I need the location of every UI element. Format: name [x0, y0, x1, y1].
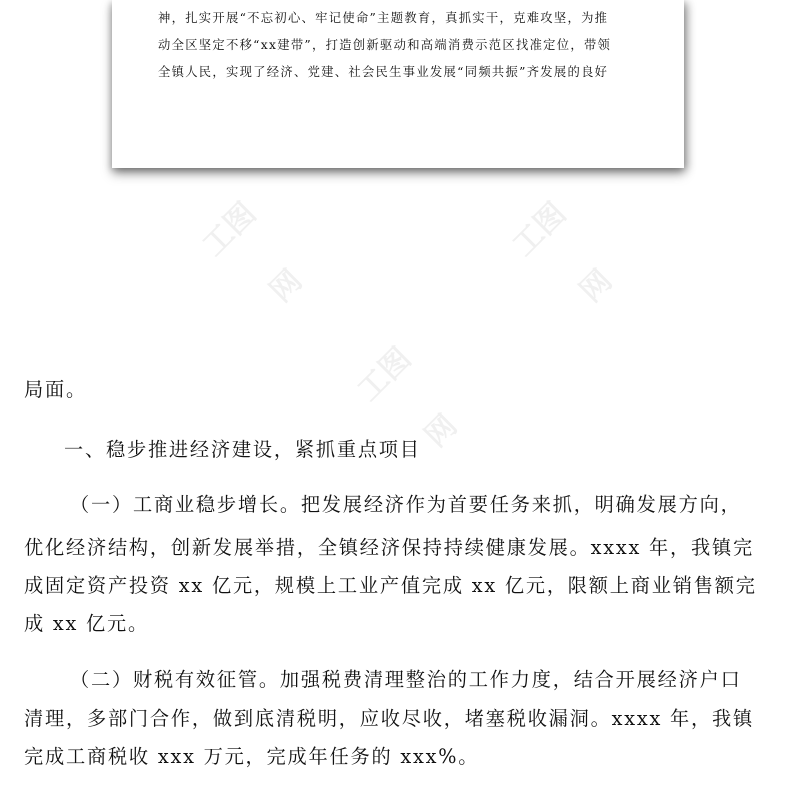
paragraph-line: 成固定资产投资 xx 亿元，规模上工业产值完成 xx 亿元，限额上商业销售额完: [24, 574, 757, 597]
paragraph-continuation: 局面。: [24, 378, 87, 401]
paragraph-line: （二）财税有效征管。加强税费清理整治的工作力度，结合开展经济户口: [70, 668, 742, 691]
preview-line: 神，扎实开展“不忘初心、牢记使命”主题教育，真抓实干，克难攻坚，为推: [158, 11, 609, 25]
paragraph-line: 清理，多部门合作，做到底清税明，应收尽收，堵塞税收漏洞。xxxx 年，我镇: [24, 707, 754, 730]
paragraph-line: 优化经济结构，创新发展举措，全镇经济保持持续健康发展。xxxx 年，我镇完: [24, 536, 754, 559]
watermark: 工图网: [506, 196, 620, 310]
paragraph-line: 成 xx 亿元。: [24, 612, 149, 635]
section-heading: 一、稳步推进经济建设，紧抓重点项目: [64, 438, 421, 461]
preview-line: 动全区坚定不移“xx建带”，打造创新驱动和高端消费示范区找准定位，带领: [158, 38, 612, 52]
watermark: 工图网: [351, 341, 465, 455]
paragraph-line: （一）工商业稳步增长。把发展经济作为首要任务来抓，明确发展方向，: [70, 493, 742, 516]
watermark: 工图网: [196, 196, 310, 310]
document-preview-card: [112, 0, 684, 168]
paragraph-line: 完成工商税收 xxx 万元，完成年任务的 xxx%。: [24, 745, 480, 768]
preview-line: 全镇人民，实现了经济、党建、社会民生事业发展“同频共振”齐发展的良好: [158, 65, 609, 79]
